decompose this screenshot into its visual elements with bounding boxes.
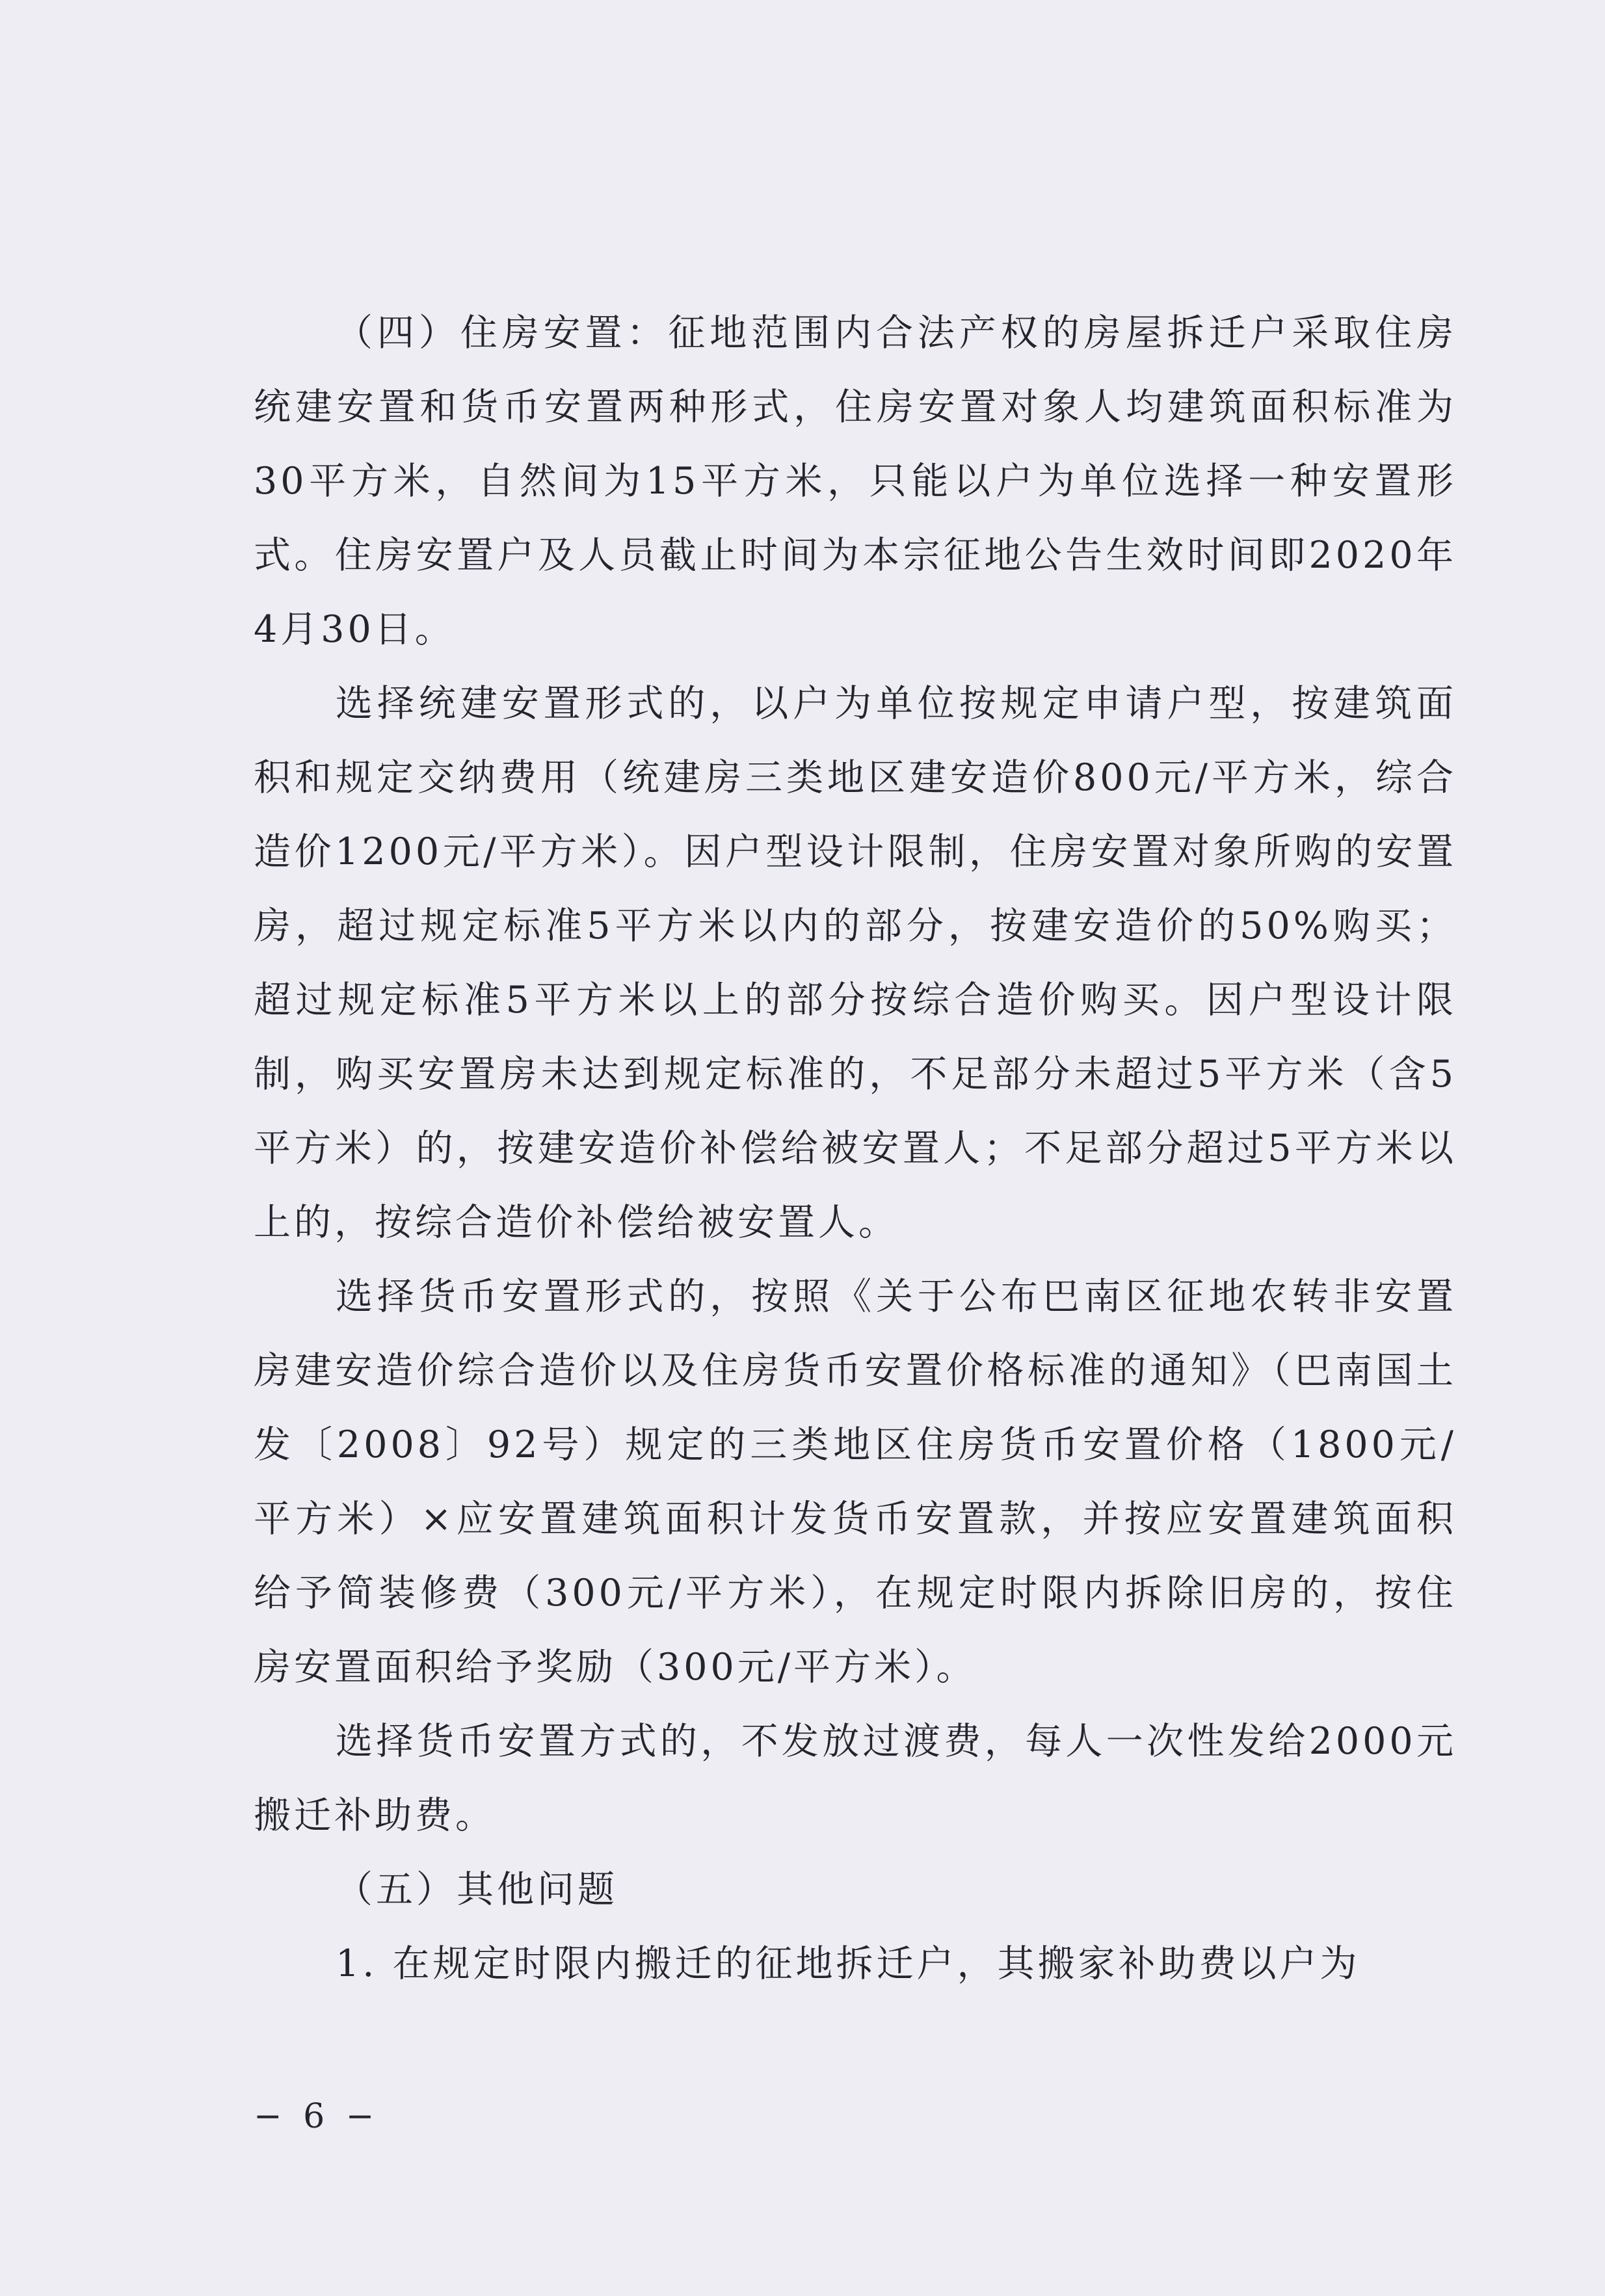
paragraph-unified-construction: 选择统建安置形式的，以户为单位按规定申请户型，按建筑面积和规定交纳费用（统建房三类地区建安造价800元/平方米，综合造价1200元/平方米）。因户型设计限制，住房安置对象所购的安置房，超过规定标准5平方米以内的部分，按建安造价的50%购买；超过规定标准5平方米以上的部分按综合造价购买。因户型设计限制，购买安置房未达到规定标准的，不足部分未超过5平方米（含5平方米）的，按建安造价补偿给被安置人；不足部分超过5平方米以上的，按综合造价补偿给被安置人。: [254, 682, 1457, 1244]
paragraph-item-1: 1. 在规定时限内搬迁的征地拆迁户，其搬家补助费以户为: [336, 1942, 1360, 1985]
document-body: [254, 296, 1457, 2001]
page-number-dash-left: −: [254, 2097, 287, 2136]
page-number-dash-right: −: [345, 2097, 380, 2136]
paragraph-monetary-resettlement: 选择货币安置形式的，按照《关于公布巴南区征地农转非安置房建安造价综合造价以及住房货币安置价格标准的通知》（巴南国土发〔2008〕92号）规定的三类地区住房货币安置价格（1800元/平方米）×应安置建筑面积计发货币安置款，并按应安置建筑面积给予简装修费（300元/平方米），在规定时限内拆除旧房的，按住房安置面积给予奖励（300元/平方米）。: [254, 1275, 1457, 1689]
paragraph-housing-resettlement: （四）住房安置：征地范围内合法产权的房屋拆迁户采取住房统建安置和货币安置两种形式，住房安置对象人均建筑面积标准为30平方米，自然间为15平方米，只能以户为单位选择一种安置形式。住房安置户及人员截止时间为本宗征地公告生效时间即2020年4月30日。: [254, 311, 1457, 651]
page-number: [254, 2097, 379, 2136]
paragraph-relocation-subsidy: 选择货币安置方式的，不发放过渡费，每人一次性发给2000元搬迁补助费。: [254, 1720, 1457, 1837]
section-heading-other-issues: （五）其他问题: [336, 1868, 618, 1911]
page-number-value: 6: [303, 2097, 330, 2136]
